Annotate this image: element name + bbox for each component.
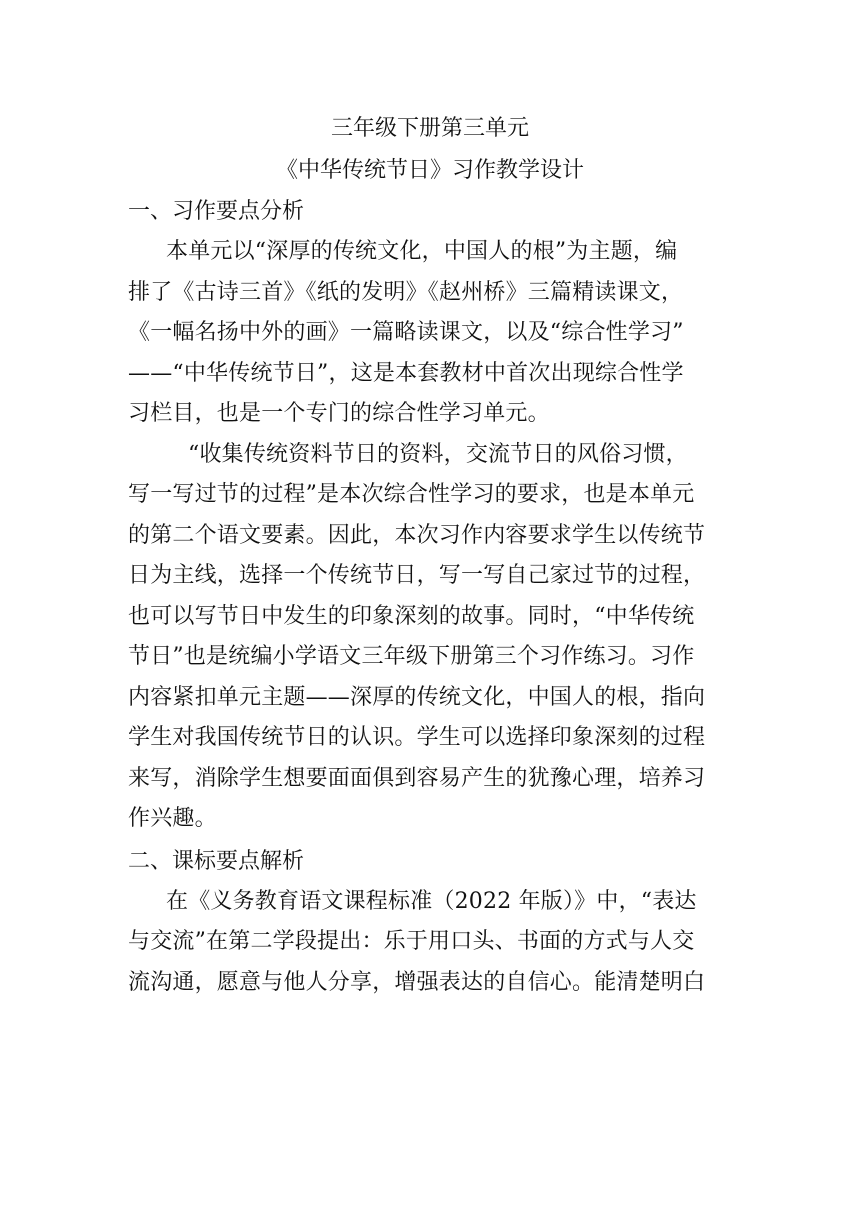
- text-line: ——“中华传统节日”，这是本套教材中首次出现综合性学: [128, 360, 684, 386]
- text-line: 排了《古诗三首》《纸的发明》《赵州桥》三篇精读课文，: [128, 279, 684, 305]
- document-body: [128, 108, 732, 1003]
- text-line: 与交流”在第二学段提出：乐于用口头、书面的方式与人交: [128, 929, 695, 954]
- paragraph-unit-overview: [128, 232, 732, 435]
- text-line: 习栏目，也是一个专门的综合性学习单元。: [128, 401, 550, 426]
- document-title: 三年级下册第三单元: [330, 116, 529, 141]
- section-heading-analysis: 一、习作要点分析: [128, 199, 305, 224]
- paragraph-curriculum-standard: [128, 882, 732, 1004]
- document-subtitle: 《中华传统节日》习作教学设计: [275, 158, 584, 183]
- text-line: 节日”也是统编小学语文三年级下册第三个习作练习。习作: [128, 644, 695, 669]
- text-line: 来写，消除学生想要面面俱到容易产生的犹豫心理，培养习: [128, 765, 706, 791]
- text-line: 本单元以“深厚的传统文化，中国人的根”为主题，编: [166, 239, 678, 264]
- text-line: 流沟通，愿意与他人分享，增强表达的自信心。能清楚明白: [128, 969, 706, 995]
- text-line: 的第二个语文要素。因此，本次习作内容要求学生以传统节: [128, 522, 706, 548]
- text-line: 日为主线，选择一个传统节日，写一写自己家过节的过程，: [128, 563, 706, 588]
- section-heading-curriculum: 二、课标要点解析: [128, 848, 305, 874]
- paragraph-writing-requirement: [128, 435, 732, 840]
- text-line: “收集传统资料节日的资料，交流节日的风俗习惯，: [188, 441, 688, 467]
- text-line: 作兴趣。: [128, 806, 217, 831]
- text-line: 写一写过节的过程”是本次综合性学习的要求，也是本单元: [128, 482, 695, 507]
- text-line: 学生对我国传统节日的认识。学生可以选择印象深刻的过程: [128, 725, 706, 750]
- text-line: 内容紧扣单元主题——深厚的传统文化，中国人的根，指向: [128, 684, 706, 710]
- text-line: 在《义务教育语文课程标准（2022 年版）》中，“表达: [166, 888, 697, 914]
- text-line: 《一幅名扬中外的画》一篇略读课文，以及“综合性学习”: [128, 320, 684, 345]
- text-line: 也可以写节日中发生的印象深刻的故事。同时，“中华传统: [128, 603, 695, 629]
